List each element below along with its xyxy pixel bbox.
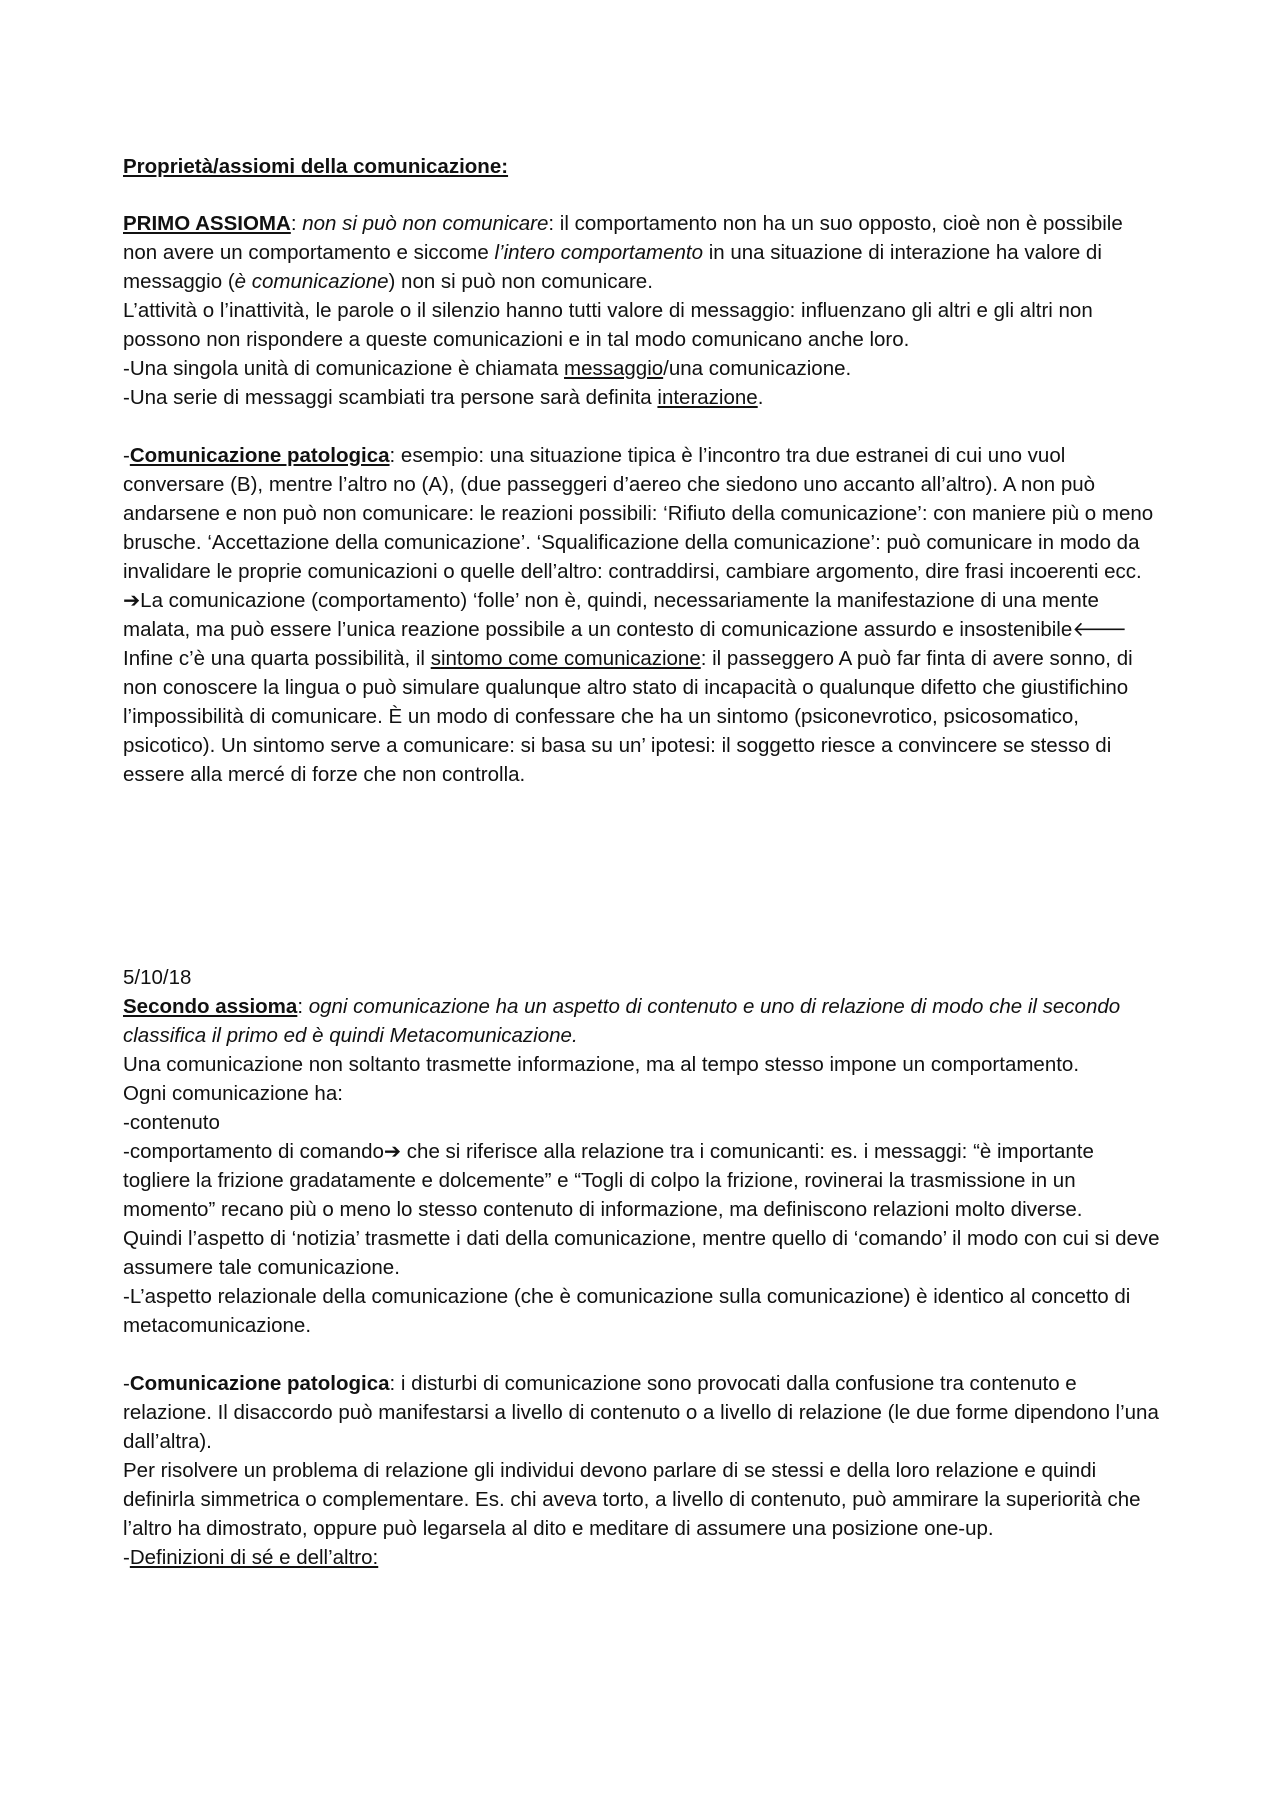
section-gap <box>123 789 1160 963</box>
self-other-definitions: -Definizioni di sé e dell’altro: <box>123 1546 379 1569</box>
relation-problem-paragraph: Per risolvere un problema di relazione gli individui devono parlare di se stessi e della loro relazione e quindi definirla simmetrica o complementare. Es. chi aveva torto, a livello di contenuto, può ammirare la superiorità che l’altro ha dimostrato, oppure può legarsela al dito e meditare di assumere una posizione one-up. <box>123 1459 1141 1540</box>
communication-has: Ogni comunicazione ha: <box>123 1082 343 1105</box>
second-axiom-statement: ogni comunicazione ha un aspetto di contenuto e uno di relazione di modo che il secondo classifica il primo ed è quindi Metacomunicazione. <box>123 995 1121 1047</box>
first-axiom-paragraph: PRIMO ASSIOMA: non si può non comunicare: il comportamento non ha un suo opposto, cioè non è possibile non avere un comportamento e siccome l’intero comportamento in una situazione di interazione ha valore di messaggio (è comunicazione) non si può non comunicare. <box>123 212 1123 293</box>
blank-line <box>123 1340 1160 1369</box>
blank-line <box>123 412 1160 441</box>
communication-behaviour: Una comunicazione non soltanto trasmette informazione, ma al tempo stesso impone un comportamento. <box>123 1053 1080 1076</box>
symptom-paragraph: Infine c’è una quarta possibilità, il sintomo come comunicazione: il passeggero A può far finta di avere sonno, di non conoscere la lingua o può simulare qualunque altro stato di incapacità o qualunque difetto che giustifichino l’impossibilità di comunicare. È un modo di confessare che ha un sintomo (psiconevrotico, psicosomatico, psicotico). Un sintomo serve a comunicare: si basa su un’ ipotesi: il soggetto riesce a convincere se stesso di essere alla mercé di forze che non controlla. <box>123 647 1133 786</box>
interaction-definition: -Una serie di messaggi scambiati tra persone sarà definita interazione. <box>123 386 764 409</box>
mad-communication-paragraph: ➔La comunicazione (comportamento) ‘folle’ non è, quindi, necessariamente la manifestazione di una mente malata, ma può essere l’unica reazione possibile a un contesto di comunicazione assurdo e insostenibile🡐 <box>123 589 1128 641</box>
news-command-paragraph: Quindi l’aspetto di ‘notizia’ trasmette i dati della comunicazione, mentre quello di ‘comando’ il modo con cui si deve assumere tale comunicazione. <box>123 1227 1160 1279</box>
second-axiom-paragraph: Secondo assioma: ogni comunicazione ha un aspetto di contenuto e uno di relazione di modo che il secondo classifica il primo ed è quindi Metacomunicazione. <box>123 995 1121 1047</box>
content-item: -contenuto <box>123 1111 220 1134</box>
second-axiom-label: Secondo assioma <box>123 995 298 1018</box>
lesson-date: 5/10/18 <box>123 966 192 989</box>
pathological-communication-1: -Comunicazione patologica: esempio: una situazione tipica è l’incontro tra due estranei di cui uno vuol conversare (B), mentre l’altro no (A), (due passeggeri d’aereo che siedono uno accanto all’altro). A non può andarsene e non può non comunicare: le reazioni possibili: ‘Rifiuto della comunicazione’: con maniere più o meno brusche. ‘Accettazione della comunicazione’. ‘Squalificazione della comunicazione’: può comunicare in modo da invalidare le proprie comunicazioni o quelle dell’altro: contraddirsi, cambiare argomento, dire frasi incoerenti ecc. <box>123 444 1154 583</box>
pathological-communication-2: -Comunicazione patologica: i disturbi di comunicazione sono provocati dalla confusione tra contenuto e relazione. Il disaccordo può manifestarsi a livello di contenuto o a livello di relazione (le due forme dipendono l’una dall’altra). <box>123 1372 1159 1453</box>
relational-aspect: -L’aspetto relazionale della comunicazione (che è comunicazione sulla comunicazione) è identico al concetto di metacomunicazione. <box>123 1285 1131 1337</box>
activity-paragraph: L’attività o l’inattività, le parole o il silenzio hanno tutti valore di messaggio: influenzano gli altri e gli altri non possono non rispondere a queste comunicazioni e in tal modo comunicano anche loro. <box>123 299 1093 351</box>
first-axiom-statement: non si può non comunicare <box>302 212 549 235</box>
message-definition: -Una singola unità di comunicazione è chiamata messaggio/una comunicazione. <box>123 357 852 380</box>
document-title: Proprietà/assiomi della comunicazione: <box>123 155 509 178</box>
command-item: -comportamento di comando➔ che si riferisce alla relazione tra i comunicanti: es. i messaggi: “è importante togliere la frizione gradatamente e dolcemente” e “Togli di colpo la frizione, rovinerai la trasmissione in un momento” recano più o meno lo stesso contenuto di informazione, ma definiscono relazioni molto diverse. <box>123 1140 1094 1221</box>
first-axiom-label: PRIMO ASSIOMA <box>123 212 291 235</box>
